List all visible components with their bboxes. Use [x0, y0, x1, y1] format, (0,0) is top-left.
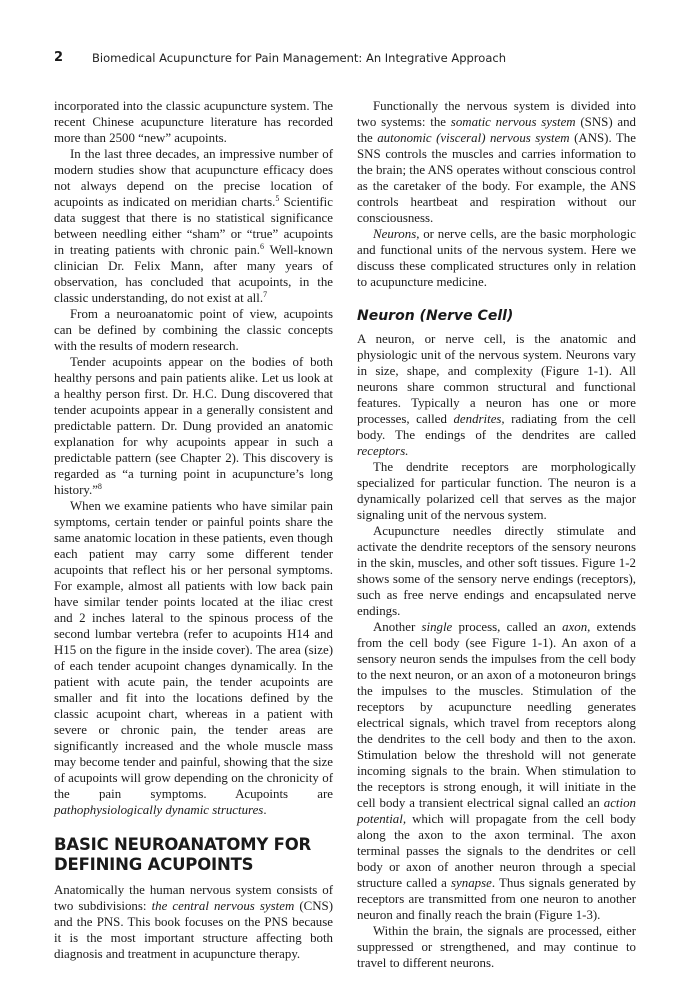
paragraph: The dendrite receptors are morphologically specialized for particular function. The neuron is a dynamically polarized cell that serves as the major signaling unit of the nervous system.: [357, 460, 636, 522]
reference-marker: 6: [259, 242, 264, 251]
paragraph: Anatomically the human nervous system consists of two subdivisions: the central nervous system (CNS) and the PNS. This book focuses on the PNS because it is the most important structure affecting both diagnosis and treatment in acupuncture therapy.: [54, 883, 333, 961]
right-column: [357, 98, 636, 971]
running-title: Biomedical Acupuncture for Pain Management: An Integrative Approach: [92, 51, 506, 65]
paragraph: Functionally the nervous system is divided into two systems: the somatic nervous system (SNS) and the autonomic (visceral) nervous system (ANS). The SNS controls the muscles and carries information to the brain; the ANS operates without conscious control as the caretaker of the body. For example, the ANS controls heartbeat and respiration without our consciousness.: [357, 99, 636, 225]
reference-marker: 8: [97, 482, 102, 491]
subsection-heading: Neuron (Nerve Cell): [357, 308, 514, 324]
paragraph: Within the brain, the signals are processed, either suppressed or strengthened, and may continue to travel to different neurons.: [357, 924, 636, 970]
paragraph: incorporated into the classic acupuncture system. The recent Chinese acupuncture literature has recorded more than 2500 “new” acupoints.: [54, 99, 333, 145]
paragraph: When we examine patients who have similar pain symptoms, certain tender or painful points share the same anatomic location in these patients, even though each patient may carry some different tender acupoints that reflect his or her personal symptoms. For example, almost all patients with low back pain have similar tender points located at the iliac crest and 2 inches lateral to the spinous process of the second lumbar vertebra (refer to acupoints H14 and H15 on the figure in the inside cover). The area (size) of each tender acupoint changes dynamically. In the patient with acute pain, the tender acupoints are smaller and fit into the locations defined by the classic acupoint chart, whereas in a patient with severe or chronic pain, the tender areas are significantly increased and the whole muscle mass may become tender and painful, showing that the size of acupoints will grow depending on the chronicity of the pain symptoms. Acupoints are pathophysiologically dynamic structures.: [54, 499, 333, 817]
running-header: [54, 50, 654, 66]
reference-marker: 5: [275, 194, 280, 203]
paragraph: Acupuncture needles directly stimulate and activate the dendrite receptors of the sensory neurons in the skin, muscles, and other soft tissues. Figure 1-2 shows some of the sensory nerve endings (receptors), such as free nerve endings and encapsulated nerve endings.: [357, 524, 636, 618]
paragraph: In the last three decades, an impressive number of modern studies show that acupuncture efficacy does not always depend on the precise location of acupoints as indicated on meridian charts.$^5$ Scientific data suggest that there is no statistical significance between needling either “sham” or “true” acupoints in treating patients with chronic pain.$^6$ Well-known clinician Dr. Felix Mann, after many years of observation, has concluded that acupoints, in the classic understanding, do not exist at all.$^7$: [54, 147, 333, 305]
paragraph: Another single process, called an axon, extends from the cell body (see Figure 1-1). An axon of a sensory neuron sends the impulses from the cell body to the next neuron, or an axon of a motoneuron brings the impulses to the muscles. Stimulation of the receptors by acupuncture needling generates electrical signals, which travel from receptors along the dendrites to the cell body and then to the axon. Stimulation below the threshold will not generate incoming signals to the brain. When stimulation to the receptors is strong enough, it will initiate in the cell body a transient electrical signal called an action potential, which will propagate from the cell body along the axon to the axon terminal. The axon terminal passes the signals to the dendrites or cell body or axon of another neuron through a special structure called a synapse. Thus signals generated by receptors are transmitted from one neuron to another neuron and finally reach the brain (Figure 1-3).: [357, 620, 636, 922]
paragraph: From a neuroanatomic point of view, acupoints can be defined by combining the classic concepts with the results of modern research.: [54, 307, 333, 353]
left-column: [54, 98, 333, 962]
section-heading: BASIC NEUROANATOMY FOR DEFINING ACUPOINTS: [54, 835, 312, 874]
reference-marker: 7: [263, 290, 268, 299]
page-number: 2: [54, 50, 64, 65]
paragraph: A neuron, or nerve cell, is the anatomic and physiologic unit of the nervous system. Neurons vary in size, shape, and complexity (Figure 1-1). All neurons share common structural and functional features. Typically a neuron has one or more processes, called dendrites, radiating from the cell body. The endings of the dendrites are called receptors.: [357, 332, 636, 458]
paragraph: Neurons, or nerve cells, are the basic morphologic and functional units of the nervous system. Here we discuss these complicated structures only in relation to acupuncture medicine.: [357, 227, 636, 289]
paragraph: Tender acupoints appear on the bodies of both healthy persons and pain patients alike. Let us look at a healthy person first. Dr. H.C. Dung discovered that tender acupoints appear in a generally consistent and predictable pattern. Dr. Dung provided an anatomic explanation for why acupoints appear in such a predictable pattern (see Chapter 2). This discovery is regarded as “a turning point in acupuncture’s long history.”$^8$: [54, 355, 333, 497]
